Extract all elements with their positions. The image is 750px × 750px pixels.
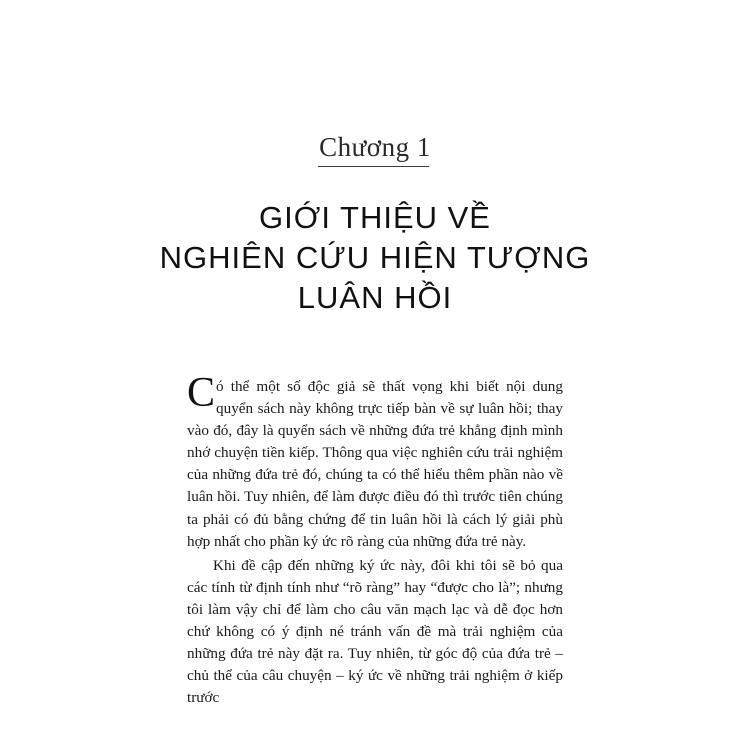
chapter-underline (318, 166, 429, 167)
chapter-title-line-1: GIỚI THIỆU VỀ (259, 200, 491, 235)
chapter-label: Chương 1 (319, 132, 431, 162)
paragraph-2: Khi đề cập đến những ký ức này, đôi khi tôi sẽ bỏ qua các tính từ định tính như “rõ ràng” hay “được cho là”; nhưng tôi làm vậy chỉ để làm cho câu văn mạch lạc và dễ đọc hơn chứ không có ý định né tránh vấn đề mà trải nghiệm của những đứa trẻ này đặt ra. Tuy nhiên, từ góc độ của đứa trẻ – chủ thể của câu chuyện – ký ức về những trải nghiệm ở kiếp trước (187, 556, 563, 707)
drop-cap: C (187, 370, 216, 416)
body-text (187, 370, 563, 709)
chapter-title-line-2: NGHIÊN CỨU HIỆN TƯỢNG (159, 240, 591, 275)
chapter-title (0, 198, 750, 318)
paragraph-1 (187, 370, 563, 553)
paragraph-1-text: ó thể một số độc giả sẽ thất vọng khi biết nội dung quyển sách này không trực tiếp bàn về sự luân hồi; thay vào đó, đây là quyển sách về những đứa trẻ khẳng định mình nhớ chuyện tiền kiếp. Thông qua việc nghiên cứu trải nghiệm của những đứa trẻ đó, chúng ta có thể hiểu thêm phần nào về luân hồi. Tuy nhiên, để làm được điều đó thì trước tiên chúng ta phải có đủ bằng chứng để tin luân hồi là cách lý giải phù hợp nhất cho phần ký ức rõ ràng của những đứa trẻ này. (187, 378, 563, 550)
chapter-title-line-3: LUÂN HỒI (297, 280, 453, 315)
